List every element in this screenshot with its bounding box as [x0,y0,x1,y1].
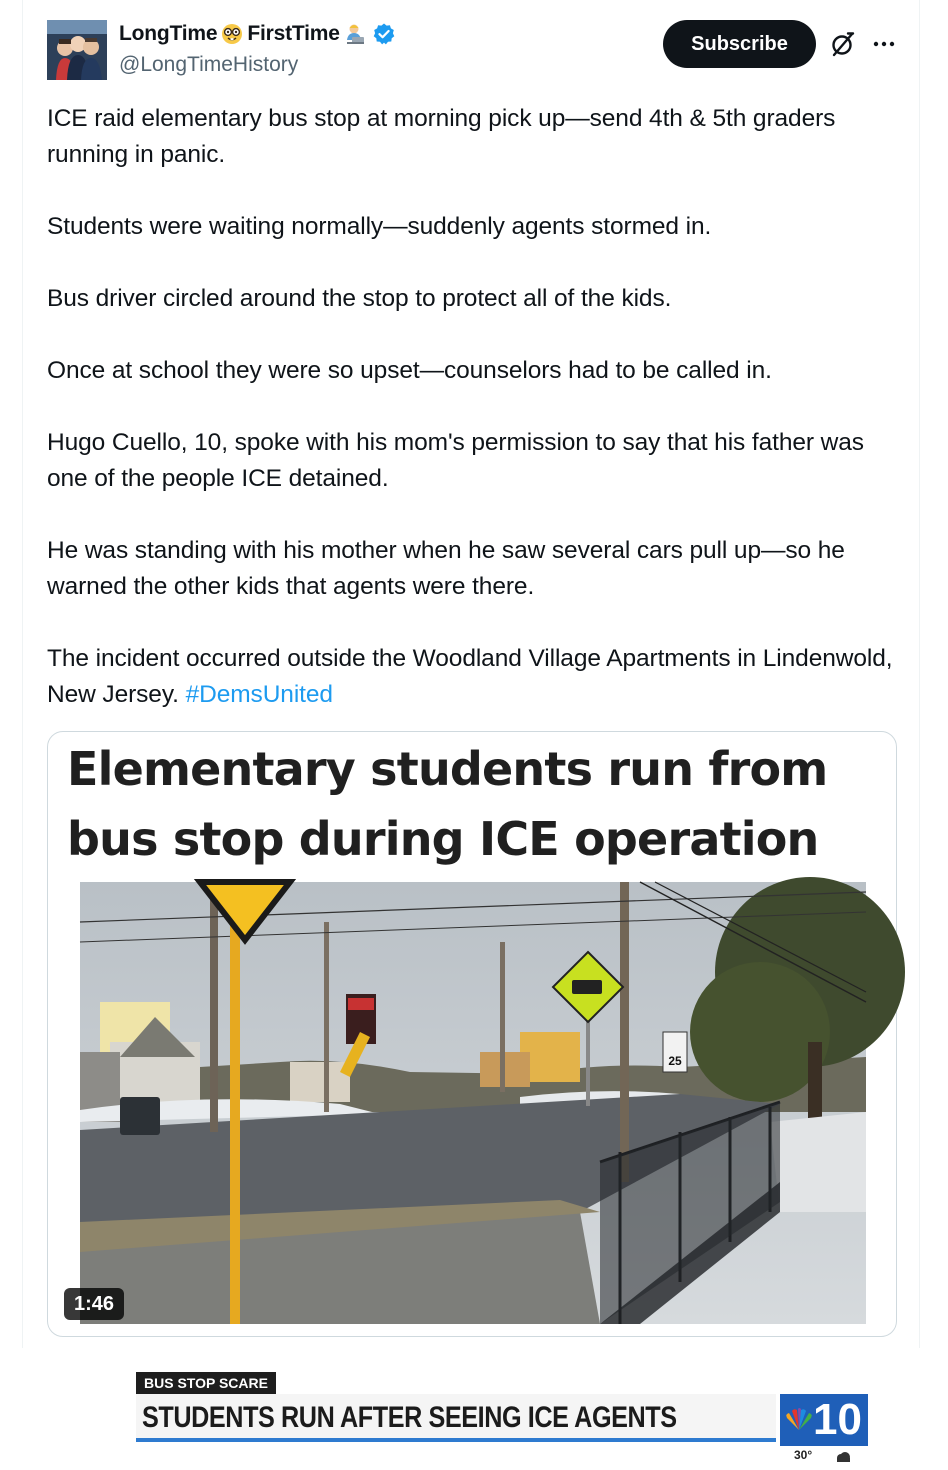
video-duration: 1:46 [64,1288,124,1320]
tweet-paragraph: Once at school they were so upset—counselors had to be called in. [47,357,772,384]
lower-third-headline: STUDENTS RUN AFTER SEEING ICE AGENTS [142,1401,677,1434]
tweet-paragraph: Students were waiting normally—suddenly agents stormed in. [47,213,712,240]
station-logo-box [776,1390,872,1470]
more-icon[interactable] [871,32,897,56]
tweet-text [47,101,907,713]
display-name-part1[interactable]: LongTime [119,22,218,45]
tweet-paragraph-text: The incident occurred outside the Woodland Village Apartments in Lindenwold, New Jersey. [47,645,893,708]
tweet-paragraph: Hugo Cuello, 10, spoke with his mom's permission to say that his father was one of the people ICE detained. [47,429,864,492]
media-headline: Elementary students run from bus stop during ICE operation [67,742,828,866]
temperature: 30° [794,1448,813,1462]
tweet-paragraph: ICE raid elementary bus stop at morning pick up—send 4th & 5th graders running in panic. [47,105,836,168]
tweet-card [22,0,920,1462]
author-handle[interactable]: @LongTimeHistory [119,53,299,76]
station-number: 10 [813,1395,862,1444]
video-player[interactable] [80,882,866,1462]
speed-limit-value: 25 [668,1054,682,1068]
grok-icon[interactable] [829,30,857,58]
nbc-peacock-icon [784,1408,814,1432]
nerd-face-emoji-icon [221,23,243,45]
lower-third-bar [136,1394,776,1442]
display-name-part2[interactable]: FirstTime [247,22,340,45]
video-frame-scene [80,882,866,1324]
author-name-row[interactable] [119,22,396,46]
partly-cloudy-icon [834,1450,852,1462]
station-logo [780,1394,868,1446]
verified-badge-icon [372,22,396,46]
author-avatar[interactable] [47,20,107,80]
tweet-paragraph: He was standing with his mother when he saw several cars pull up—so he warned the other kids that agents were there. [47,537,845,600]
tweet-paragraph: Bus driver circled around the stop to protect all of the kids. [47,285,672,312]
subscribe-button[interactable]: Subscribe [663,20,816,68]
technologist-emoji-icon [344,23,366,45]
hashtag-link[interactable]: #DemsUnited [185,681,333,708]
lower-third-tag: BUS STOP SCARE [136,1372,276,1394]
video-media-card[interactable] [47,731,897,1462]
tweet-paragraph-last [47,641,907,713]
